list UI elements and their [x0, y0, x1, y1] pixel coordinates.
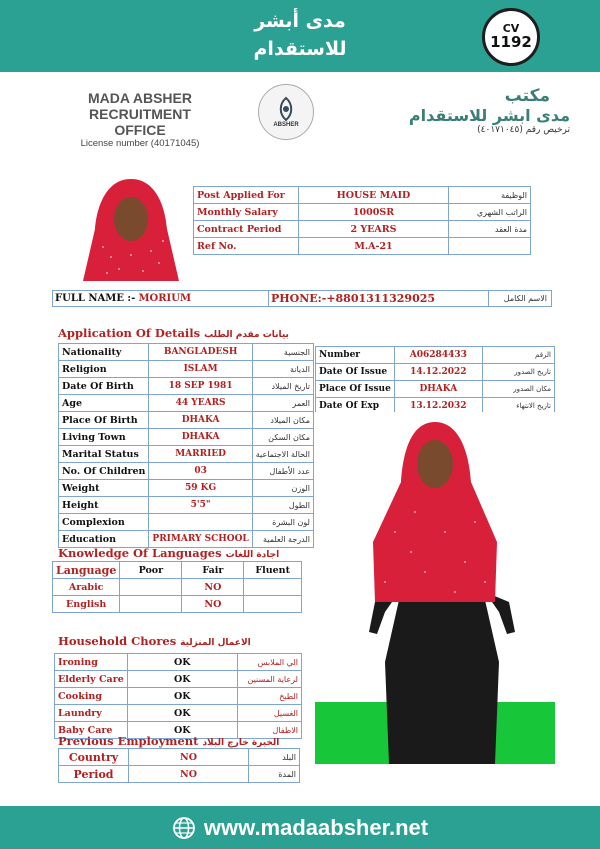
logo-emblem-icon: [273, 96, 299, 122]
application-value-cell: DHAKA: [149, 429, 252, 446]
application-label-cell: Weight: [59, 480, 149, 497]
application-table: [58, 343, 314, 548]
languages-header-row: [53, 562, 302, 579]
application-ar-cell: عدد الأطفال: [252, 463, 313, 480]
languages-fair-cell: NO: [182, 596, 244, 613]
application-ar-cell: العمر: [252, 395, 313, 412]
job-label-cell: Contract Period: [194, 221, 299, 238]
application-row: [59, 531, 314, 548]
office-name-en-line2: OFFICE: [114, 122, 166, 138]
office-logo: [258, 84, 314, 140]
identity-row: [52, 290, 552, 307]
application-title-ar: بيانات مقدم الطلب: [204, 330, 289, 340]
passport-ar-cell: تاريخ الصدور: [482, 364, 554, 381]
job-table: [193, 186, 531, 255]
full-body-illustration: [315, 412, 555, 764]
application-label-cell: Education: [59, 531, 149, 548]
languages-header-fluent: Fluent: [244, 562, 302, 579]
application-row: [59, 344, 314, 361]
application-label-cell: Date Of Birth: [59, 378, 149, 395]
employment-table: [58, 748, 300, 783]
application-row: [59, 497, 314, 514]
globe-icon: [172, 816, 196, 840]
phone-value: +8801311329025: [326, 292, 436, 305]
office-name-ar-line1: مكتب: [504, 86, 550, 106]
application-value-cell: BANGLADESH: [149, 344, 252, 361]
chores-label-cell: Cooking: [55, 688, 128, 705]
job-ar-cell: مدة العقد: [449, 221, 531, 238]
employment-row: [59, 749, 300, 766]
languages-poor-cell: [120, 579, 182, 596]
passport-value-cell: 13.12.2032: [394, 398, 482, 415]
application-row: [59, 378, 314, 395]
passport-value-cell: 14.12.2022: [394, 364, 482, 381]
passport-table: [315, 346, 555, 415]
employment-title-en: Previous Employment: [58, 734, 199, 748]
chores-label-cell: Ironing: [55, 654, 128, 671]
cv-label: CV: [502, 22, 520, 36]
chores-title: [58, 634, 251, 648]
employment-row: [59, 766, 300, 783]
languages-poor-cell: [120, 596, 182, 613]
application-row: [59, 429, 314, 446]
languages-fluent-cell: [244, 596, 302, 613]
languages-row: [53, 579, 302, 596]
job-value-cell: HOUSE MAID: [299, 187, 449, 204]
passport-ar-cell: مكان الصدور: [482, 381, 554, 398]
chores-table: [54, 653, 302, 739]
chores-ar-cell: لرعاية المسنين: [237, 671, 301, 688]
logo-text: ABSHER: [273, 122, 299, 128]
chores-value-cell: OK: [127, 722, 237, 739]
application-ar-cell: مكان السكن: [252, 429, 313, 446]
full-name-ar: الاسم الكامل: [488, 291, 551, 306]
application-ar-cell: مكان الميلاد: [252, 412, 313, 429]
application-label-cell: No. Of Children: [59, 463, 149, 480]
cv-number: 1192: [490, 32, 532, 51]
chores-value-cell: OK: [127, 705, 237, 722]
chores-ar-cell: الاطفال: [237, 722, 301, 739]
office-name-en: [40, 90, 240, 149]
chores-value-cell: OK: [127, 671, 237, 688]
languages-title-ar: اجادة اللغات: [225, 550, 280, 560]
languages-title: [58, 546, 279, 560]
chores-title-en: Household Chores: [58, 634, 177, 648]
passport-value-cell: A06284433: [394, 347, 482, 364]
office-name-en-line1: MADA ABSHER RECRUITMENT: [88, 90, 192, 122]
application-label-cell: Religion: [59, 361, 149, 378]
languages-header-language: Language: [53, 562, 120, 579]
passport-ar-cell: تاريخ الانتهاء: [482, 398, 554, 415]
job-label-cell: Monthly Salary: [194, 204, 299, 221]
passport-label-cell: Place Of Issue: [316, 381, 395, 398]
chores-value-cell: OK: [127, 654, 237, 671]
employment-title: [58, 734, 279, 748]
application-ar-cell: الحالة الاجتماعية: [252, 446, 313, 463]
passport-row: [316, 347, 555, 364]
chores-ar-cell: الغسيل: [237, 705, 301, 722]
employment-title-ar: الخبرة خارج البلاد: [202, 738, 280, 748]
chores-ar-cell: الي الملابس: [237, 654, 301, 671]
passport-row: [316, 381, 555, 398]
languages-table: [52, 561, 302, 613]
job-ar-cell: الراتب الشهري: [449, 204, 531, 221]
applicant-full-body-photo: [315, 412, 555, 764]
application-value-cell: [149, 514, 252, 531]
footer-bar: [0, 806, 600, 849]
application-ar-cell: لون البشرة: [252, 514, 313, 531]
employment-ar-cell: البلد: [249, 749, 300, 766]
job-value-cell: 2 YEARS: [299, 221, 449, 238]
office-name-ar: [360, 86, 570, 135]
job-row: [194, 187, 531, 204]
job-row: [194, 204, 531, 221]
chores-label-cell: Baby Care: [55, 722, 128, 739]
applicant-portrait-photo: [79, 177, 183, 281]
header-title-line2: للاستقدام: [253, 38, 347, 60]
chores-row: [55, 671, 302, 688]
application-ar-cell: تاريخ الميلاد: [252, 378, 313, 395]
office-name-ar-line2: مدى ابشر للاستقدام: [408, 106, 570, 125]
application-value-cell: 18 SEP 1981: [149, 378, 252, 395]
application-ar-cell: الجنسية: [252, 344, 313, 361]
application-value-cell: 44 YEARS: [149, 395, 252, 412]
languages-language-cell: Arabic: [53, 579, 120, 596]
job-ar-cell: الوظيفة: [449, 187, 531, 204]
application-row: [59, 480, 314, 497]
passport-row: [316, 364, 555, 381]
chores-row: [55, 654, 302, 671]
full-name-cell: [53, 293, 268, 304]
passport-ar-cell: الرقم: [482, 347, 554, 364]
languages-header-fair: Fair: [182, 562, 244, 579]
chores-ar-cell: الطبخ: [237, 688, 301, 705]
phone-cell: [268, 291, 488, 306]
job-label-cell: Post Applied For: [194, 187, 299, 204]
application-label-cell: Height: [59, 497, 149, 514]
application-label-cell: Nationality: [59, 344, 149, 361]
phone-label: PHONE:-: [271, 292, 327, 305]
employment-label-cell: Country: [59, 749, 129, 766]
application-row: [59, 395, 314, 412]
application-row: [59, 412, 314, 429]
job-ar-cell: [449, 238, 531, 255]
application-value-cell: MARRIED: [149, 446, 252, 463]
passport-label-cell: Number: [316, 347, 395, 364]
languages-language-cell: English: [53, 596, 120, 613]
application-row: [59, 446, 314, 463]
employment-label-cell: Period: [59, 766, 129, 783]
application-value-cell: DHAKA: [149, 412, 252, 429]
employment-ar-cell: المدة: [249, 766, 300, 783]
languages-header-poor: Poor: [120, 562, 182, 579]
application-label-cell: Age: [59, 395, 149, 412]
chores-label-cell: Elderly Care: [55, 671, 128, 688]
languages-fluent-cell: [244, 579, 302, 596]
application-title-en: Application Of Details: [58, 326, 201, 340]
job-label-cell: Ref No.: [194, 238, 299, 255]
chores-title-ar: الاعمال المنزلية: [180, 638, 251, 648]
application-row: [59, 361, 314, 378]
employment-value-cell: NO: [129, 766, 249, 783]
header-title-line1: مدى أبشر: [254, 10, 346, 32]
employment-value-cell: NO: [129, 749, 249, 766]
website-link[interactable]: www.madaabsher.net: [203, 814, 429, 840]
application-label-cell: Living Town: [59, 429, 149, 446]
application-value-cell: 59 KG: [149, 480, 252, 497]
job-row: [194, 238, 531, 255]
languages-title-en: Knowledge Of Languages: [58, 546, 222, 560]
application-value-cell: PRIMARY SCHOOL: [149, 531, 252, 548]
office-license-en: License number (40171045): [80, 138, 200, 149]
passport-label-cell: Date Of Issue: [316, 364, 395, 381]
office-license-ar: ترخيص رقم (٤٠١٧١٠٤٥): [477, 125, 570, 135]
header-bar: [0, 0, 600, 72]
languages-row: [53, 596, 302, 613]
job-value-cell: 1000SR: [299, 204, 449, 221]
chores-row: [55, 688, 302, 705]
passport-value-cell: DHAKA: [394, 381, 482, 398]
application-label-cell: Place Of Birth: [59, 412, 149, 429]
application-value-cell: 5'5": [149, 497, 252, 514]
application-ar-cell: الطول: [252, 497, 313, 514]
chores-label-cell: Laundry: [55, 705, 128, 722]
application-ar-cell: الدرجة العلمية: [252, 531, 313, 548]
application-title: [58, 326, 289, 340]
passport-label-cell: Date Of Exp: [316, 398, 395, 415]
languages-fair-cell: NO: [182, 579, 244, 596]
chores-row: [55, 705, 302, 722]
cv-badge: [482, 8, 540, 66]
application-row: [59, 463, 314, 480]
application-row: [59, 514, 314, 531]
application-label-cell: Complexion: [59, 514, 149, 531]
job-row: [194, 221, 531, 238]
application-ar-cell: الديانة: [252, 361, 313, 378]
application-ar-cell: الوزن: [252, 480, 313, 497]
application-value-cell: 03: [149, 463, 252, 480]
job-value-cell: M.A-21: [299, 238, 449, 255]
application-label-cell: Marital Status: [59, 446, 149, 463]
chores-value-cell: OK: [127, 688, 237, 705]
portrait-illustration: [79, 177, 183, 281]
full-name-value: MORIUM: [138, 293, 192, 304]
full-name-label: FULL NAME :-: [55, 293, 136, 304]
application-value-cell: ISLAM: [149, 361, 252, 378]
